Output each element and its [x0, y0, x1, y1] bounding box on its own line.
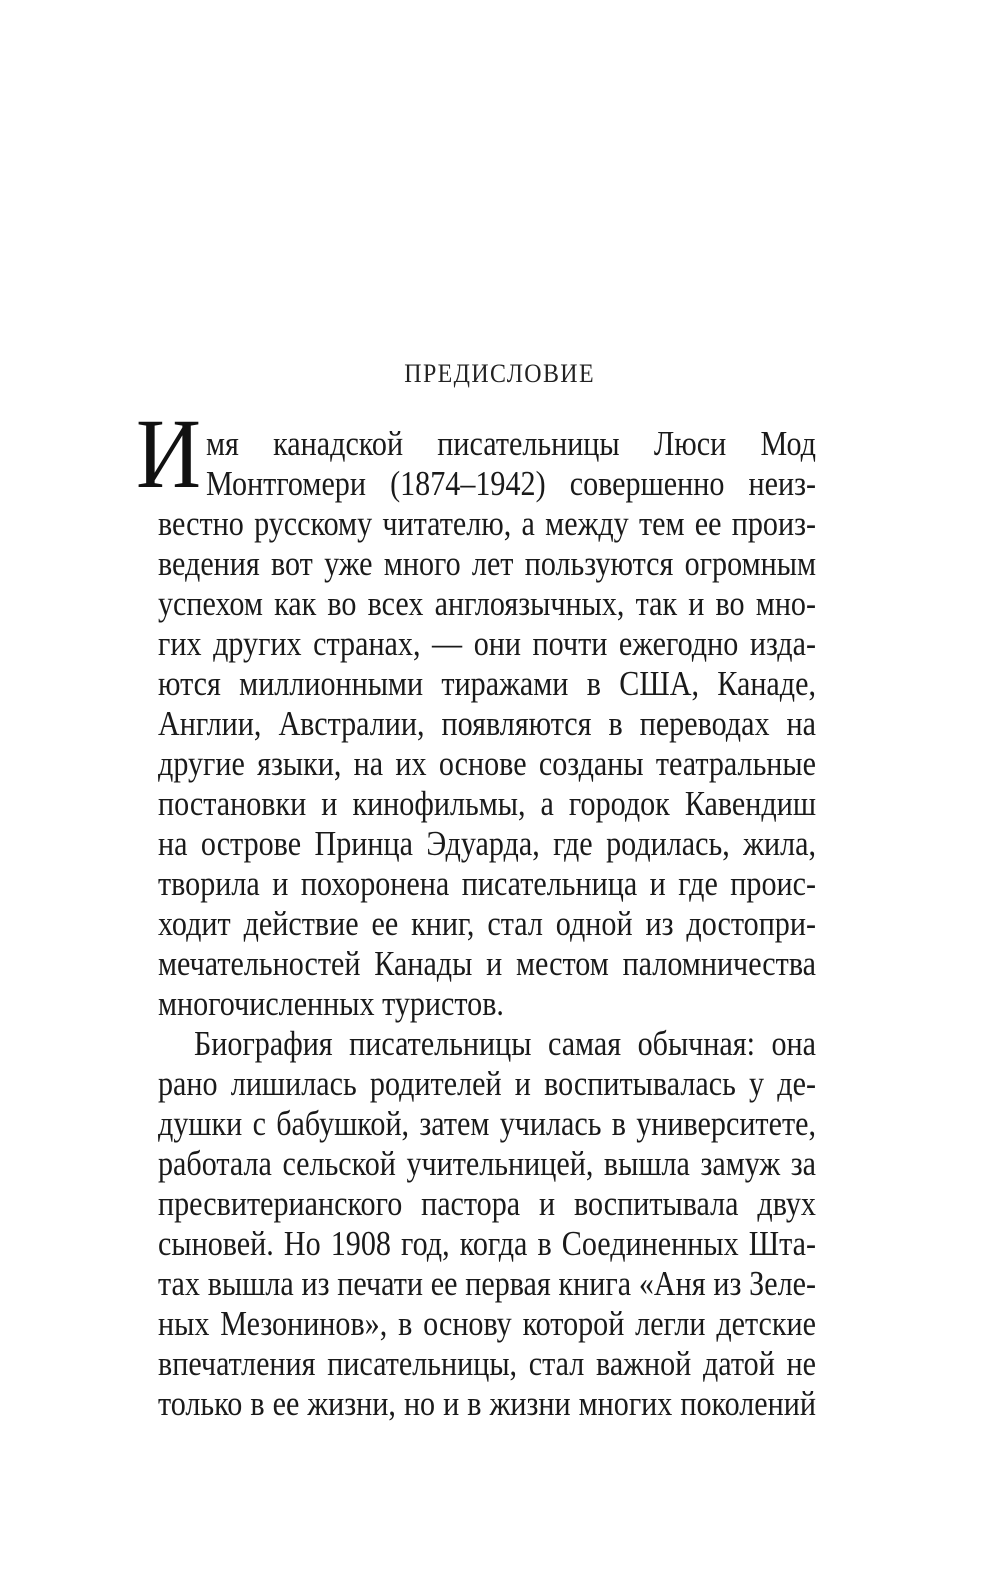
text-line	[158, 1264, 816, 1304]
text-line	[158, 624, 816, 664]
text-line	[158, 704, 816, 744]
text-line	[206, 464, 816, 504]
text-line	[158, 1384, 816, 1424]
text-line	[158, 984, 816, 1024]
text-line	[158, 1144, 816, 1184]
text-line-content: ходит действие ее книг, стал одной из достопри-	[158, 904, 816, 943]
text-line	[158, 584, 816, 624]
text-line-content: тах вышла из печати ее первая книга «Аня из Зеле-	[158, 1264, 817, 1303]
text-line-content: творила и похоронена писательница и где проис-	[158, 864, 816, 903]
text-line-content: рано лишилась родителей и воспитывалась у де-	[158, 1064, 817, 1103]
text-line	[158, 944, 816, 984]
text-line-content: Англии, Австралии, появляются в переводах на	[158, 704, 816, 743]
text-line	[158, 864, 816, 904]
text-line	[158, 1344, 816, 1384]
chapter-heading-text: ПРЕДИСЛОВИЕ	[404, 359, 596, 388]
text-line-content: на острове Принца Эдуарда, где родилась, жила,	[158, 824, 816, 863]
text-line-content: пресвитерианского пастора и воспитывала двух	[158, 1184, 816, 1223]
text-line	[158, 504, 816, 544]
text-line	[194, 1024, 816, 1064]
text-line	[158, 824, 816, 864]
drop-cap-letter: И	[136, 398, 201, 509]
text-line-content: гих других странах, — они почти ежегодно изда-	[158, 624, 817, 663]
text-line	[158, 544, 816, 584]
text-line-content: постановки и кинофильмы, а городок Кавендиш	[158, 784, 816, 823]
text-line	[158, 784, 816, 824]
text-line-content: мечательностей Канады и местом паломничества	[158, 944, 817, 983]
text-line-content: мя канадской писательницы Люси Мод	[206, 424, 816, 463]
text-line-content: успехом как во всех англоязычных, так и во мно-	[158, 584, 817, 623]
text-line	[158, 744, 816, 784]
text-line	[158, 664, 816, 704]
text-line-content: ных Мезонинов», в основу которой легли детские	[158, 1304, 817, 1343]
text-line	[158, 1304, 816, 1344]
text-line-content: работала сельской учительницей, вышла замуж за	[158, 1144, 816, 1183]
text-line-content: Монтгомери (1874–1942) совершенно неиз-	[206, 464, 816, 503]
text-line-content: ведения вот уже много лет пользуются огромным	[158, 544, 817, 583]
text-line-content: ются миллионными тиражами в США, Канаде,	[158, 664, 817, 703]
text-line-content: душки с бабушкой, затем училась в университете,	[158, 1104, 816, 1143]
text-line	[206, 424, 816, 464]
chapter-heading	[0, 358, 1000, 390]
text-line	[158, 1184, 816, 1224]
text-line	[158, 904, 816, 944]
text-line-content: вестно русскому читателю, а между тем ее произ-	[158, 504, 816, 543]
text-line	[158, 1064, 816, 1104]
text-line-content: другие языки, на их основе созданы театральные	[158, 744, 817, 783]
text-line-content: многочисленных туристов.	[158, 984, 504, 1023]
text-line	[158, 1224, 816, 1264]
text-line	[158, 1104, 816, 1144]
drop-cap	[136, 398, 208, 509]
text-line-content: впечатления писательницы, стал важной датой не	[158, 1344, 816, 1383]
text-line-content: только в ее жизни, но и в жизни многих поколений	[158, 1384, 816, 1423]
text-line-content: сыновей. Но 1908 год, когда в Соединенных Шта-	[158, 1224, 817, 1263]
text-line-content: Биография писательницы самая обычная: она	[194, 1024, 817, 1063]
